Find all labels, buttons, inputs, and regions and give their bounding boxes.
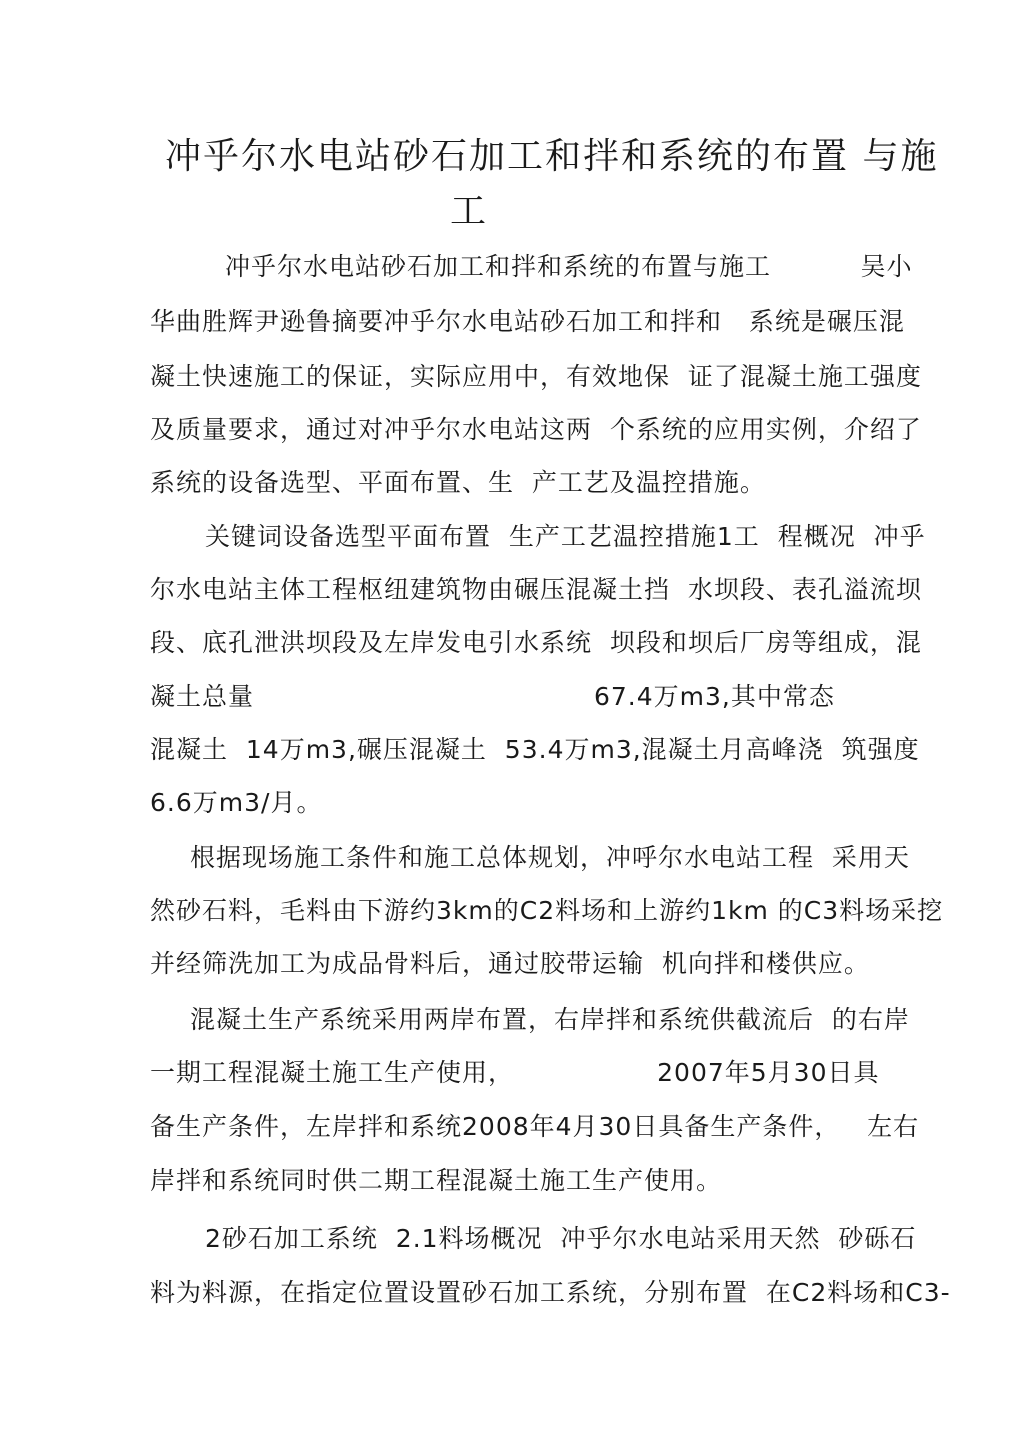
body-line: 凝土总量 67.4万m3,其中常态 <box>150 682 835 711</box>
body-line: 备生产条件，左岸拌和系统2008年4月30日具备生产条件， 左右 <box>150 1112 920 1141</box>
body-line: 华曲胜辉尹逊鲁摘要冲乎尔水电站砂石加工和拌和 系统是碾压混 <box>150 307 905 336</box>
body-line: 关键词设备选型平面布置 生产工艺温控措施1工 程概况 冲乎 <box>205 522 926 551</box>
body-line: 冲乎尔水电站砂石加工和拌和系统的布置与施工 吴小 <box>225 252 913 281</box>
body-line: 及质量要求，通过对冲乎尔水电站这两 个系统的应用实例，介绍了 <box>150 415 922 444</box>
body-line: 6.6万m3/月。 <box>150 788 323 817</box>
body-line: 料为料源，在指定位置设置砂石加工系统，分别布置 在C2料场和C3- <box>150 1278 951 1307</box>
body-line: 段、底孔泄洪坝段及左岸发电引水系统 坝段和坝后厂房等组成，混 <box>150 628 922 657</box>
body-line: 并经筛洗加工为成品骨料后，通过胶带运输 机向拌和楼供应。 <box>150 949 870 978</box>
body-line: 凝土快速施工的保证，实际应用中，有效地保 证了混凝土施工强度 <box>150 362 922 391</box>
body-line: 系统的设备选型、平面布置、生 产工艺及温控措施。 <box>150 468 766 497</box>
body-line: 混凝土 14万m3,碾压混凝土 53.4万m3,混凝土月高峰浇 筑强度 <box>150 735 920 764</box>
body-line: 岸拌和系统同时供二期工程混凝土施工生产使用。 <box>150 1166 723 1195</box>
document-title-line-2: 工 <box>450 191 489 232</box>
body-line: 2砂石加工系统 2.1料场概况 冲乎尔水电站采用天然 砂砾石 <box>205 1224 917 1253</box>
body-line: 一期工程混凝土施工生产使用， 2007年5月30日具 <box>150 1058 880 1087</box>
body-line: 然砂石料，毛料由下游约3km的C2料场和上游约1km 的C3料场采挖 <box>150 896 944 925</box>
body-line: 根据现场施工条件和施工总体规划，冲呼尔水电站工程 采用天 <box>190 843 910 872</box>
body-line: 混凝土生产系统采用两岸布置，右岸拌和系统供截流后 的右岸 <box>190 1005 910 1034</box>
document-title-line-1: 冲乎尔水电站砂石加工和拌和系统的布置 与施 <box>165 136 939 177</box>
body-line: 尔水电站主体工程枢纽建筑物由碾压混凝土挡 水坝段、表孔溢流坝 <box>150 575 922 604</box>
